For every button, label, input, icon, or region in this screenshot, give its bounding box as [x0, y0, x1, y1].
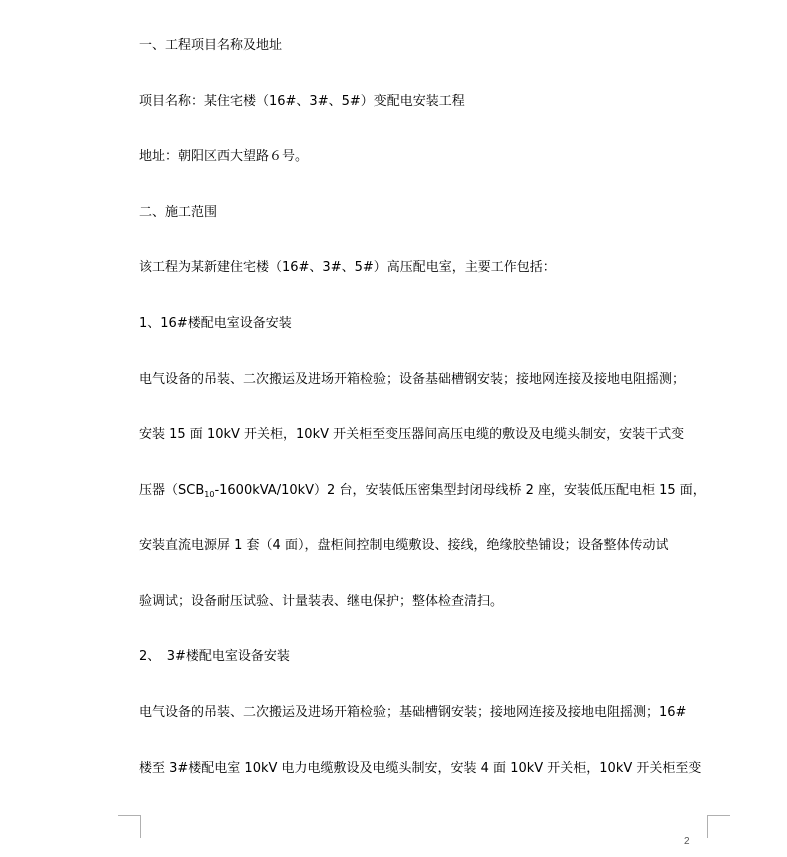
body-line-1: 电气设备的吊装、二次搬运及进场开箱检验；设备基础槽钢安装；接地网连接及接地电阻摇测；	[139, 372, 686, 387]
body-line-4: 安装直流电源屏 1 套（4 面），盘柜间控制电缆敷设、接线，绝缘胶垫铺设；设备整体传动试	[139, 538, 669, 553]
address-line: 地址：朝阳区西大望路６号。	[139, 149, 309, 164]
body-line-2: 安装 15 面 10kV 开关柜，10kV 开关柜至变压器间高压电缆的敷设及电缆头制安，安装干式变	[139, 427, 685, 442]
subheading-16-substation: 1、16#楼配电室设备安装	[139, 316, 292, 331]
transformer-text-after: -1600kVA/10kV）2 台，安装低压密集型封闭母线桥 2 座，安装低压配电柜 15 面，	[214, 483, 706, 498]
page-number: 2	[684, 836, 690, 847]
body-line-transformer	[139, 482, 706, 501]
page-corner-mark-left	[118, 815, 141, 838]
body-line-7: 楼至 3#楼配电室 10kV 电力电缆敷设及电缆头制安，安装 4 面 10kV 开关柜，10kV 开关柜至变	[139, 761, 702, 776]
page-corner-mark-right	[707, 815, 730, 838]
body-line-5: 验调试；设备耐压试验、计量装表、继电保护；整体检查清扫。	[139, 594, 504, 609]
project-name-line: 项目名称：某住宅楼（16#、3#、5#）变配电安装工程	[139, 94, 465, 109]
subheading-3-substation: 2、 3#楼配电室设备安装	[139, 649, 290, 664]
transformer-text-before: 压器（SCB	[139, 483, 205, 498]
transformer-subscript: 10	[204, 490, 215, 499]
heading-project-name-address: 一、工程项目名称及地址	[139, 38, 283, 53]
scope-intro-line: 该工程为某新建住宅楼（16#、3#、5#）高压配电室，主要工作包括：	[139, 260, 556, 275]
heading-construction-scope: 二、施工范围	[139, 205, 218, 220]
body-line-6: 电气设备的吊装、二次搬运及进场开箱检验；基础槽钢安装；接地网连接及接地电阻摇测；16#	[139, 705, 687, 720]
